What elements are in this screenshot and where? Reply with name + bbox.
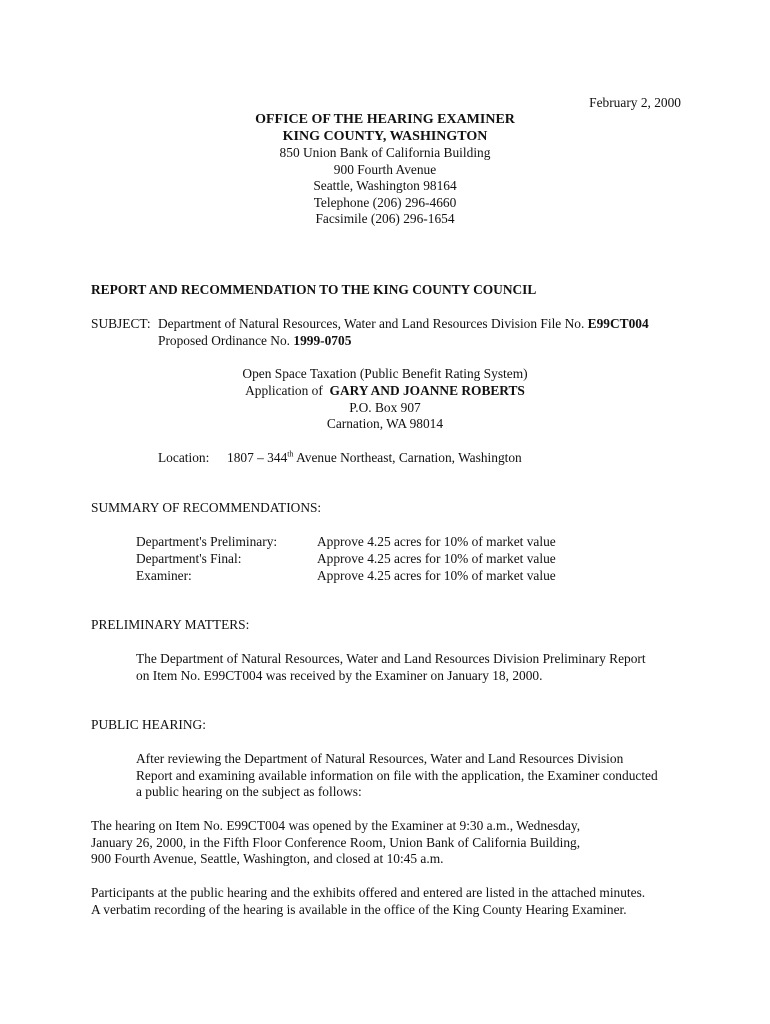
office-address-line: Seattle, Washington 98164 xyxy=(313,178,457,194)
location-line xyxy=(158,450,522,467)
paragraph-line: January 26, 2000, in the Fifth Floor Conference Room, Union Bank of California Building, xyxy=(91,834,581,850)
subject-label: SUBJECT: xyxy=(91,316,151,331)
applicant-city: Carnation, WA 98014 xyxy=(326,416,444,432)
recommendation-value: Approve 4.25 acres for 10% of market value xyxy=(317,567,556,583)
program-name: Open Space Taxation (Public Benefit Rating System) xyxy=(242,366,528,381)
office-name: OFFICE OF THE HEARING EXAMINER xyxy=(255,112,515,127)
document-date: February 2, 2000 xyxy=(589,95,681,110)
office-county: KING COUNTY, WASHINGTON xyxy=(282,129,488,144)
public-hearing-heading: PUBLIC HEARING: xyxy=(91,717,206,732)
recommendation-label: Department's Preliminary: xyxy=(136,534,278,549)
ordinance-text: Proposed Ordinance No. xyxy=(158,333,294,348)
recommendation-row xyxy=(136,534,556,551)
paragraph-line: Participants at the public hearing and the exhibits offered and entered are listed in the attached minutes. xyxy=(91,885,646,900)
subject-text: Department of Natural Resources, Water and Land Resources Division File No. xyxy=(158,316,588,331)
application-line xyxy=(0,383,770,400)
office-header xyxy=(0,111,770,228)
recommendations-table xyxy=(136,534,556,584)
applicant-po-box: P.O. Box 907 xyxy=(349,399,421,415)
recommendation-value: Approve 4.25 acres for 10% of market value xyxy=(317,534,556,549)
hearing-details-paragraph xyxy=(91,818,580,868)
recommendation-value: Approve 4.25 acres for 10% of market value xyxy=(317,550,556,566)
location-label: Location: xyxy=(158,450,210,465)
subject-line xyxy=(91,316,649,333)
paragraph-line: The Department of Natural Resources, Water and Land Resources Division Preliminary Report xyxy=(136,651,646,666)
location-address-post: Avenue Northeast, Carnation, Washington xyxy=(293,450,522,465)
public-hearing-intro xyxy=(136,751,658,801)
applicant-names: GARY AND JOANNE ROBERTS xyxy=(329,382,525,398)
recommendation-label: Examiner: xyxy=(136,567,192,583)
office-telephone: Telephone (206) 296-4660 xyxy=(313,194,457,210)
recommendation-label: Department's Final: xyxy=(136,550,242,566)
preliminary-matters-heading: PRELIMINARY MATTERS: xyxy=(91,617,250,632)
paragraph-line: a public hearing on the subject as follows: xyxy=(136,784,362,800)
paragraph-line: Report and examining available information on file with the application, the Examiner conducted xyxy=(136,767,658,783)
ordinance-line xyxy=(158,333,351,350)
office-facsimile: Facsimile (206) 296-1654 xyxy=(315,211,455,227)
location-address-sup: th xyxy=(287,449,294,459)
ordinance-number: 1999-0705 xyxy=(293,333,352,348)
paragraph-line: 900 Fourth Avenue, Seattle, Washington, and closed at 10:45 a.m. xyxy=(91,851,444,867)
office-address-line: 850 Union Bank of California Building xyxy=(279,145,491,160)
office-address-line: 900 Fourth Avenue xyxy=(333,161,437,177)
paragraph-line: on Item No. E99CT004 was received by the Examiner on January 18, 2000. xyxy=(136,667,543,683)
recommendation-row xyxy=(136,551,556,568)
preliminary-matters-paragraph xyxy=(136,651,646,684)
paragraph-line: The hearing on Item No. E99CT004 was opened by the Examiner at 9:30 a.m., Wednesday, xyxy=(91,818,581,833)
application-block xyxy=(0,366,770,433)
paragraph-line: A verbatim recording of the hearing is available in the office of the King County Hearing Examiner. xyxy=(91,901,627,917)
recommendation-row xyxy=(136,568,556,585)
location-address-pre: 1807 – 344 xyxy=(227,450,288,465)
application-of-label: Application of xyxy=(245,382,323,398)
file-number: E99CT004 xyxy=(587,316,649,331)
participants-paragraph xyxy=(91,885,645,918)
summary-heading: SUMMARY OF RECOMMENDATIONS: xyxy=(91,500,322,515)
report-title: REPORT AND RECOMMENDATION TO THE KING COUNTY COUNCIL xyxy=(91,282,537,297)
paragraph-line: After reviewing the Department of Natural Resources, Water and Land Resources Division xyxy=(136,751,624,766)
